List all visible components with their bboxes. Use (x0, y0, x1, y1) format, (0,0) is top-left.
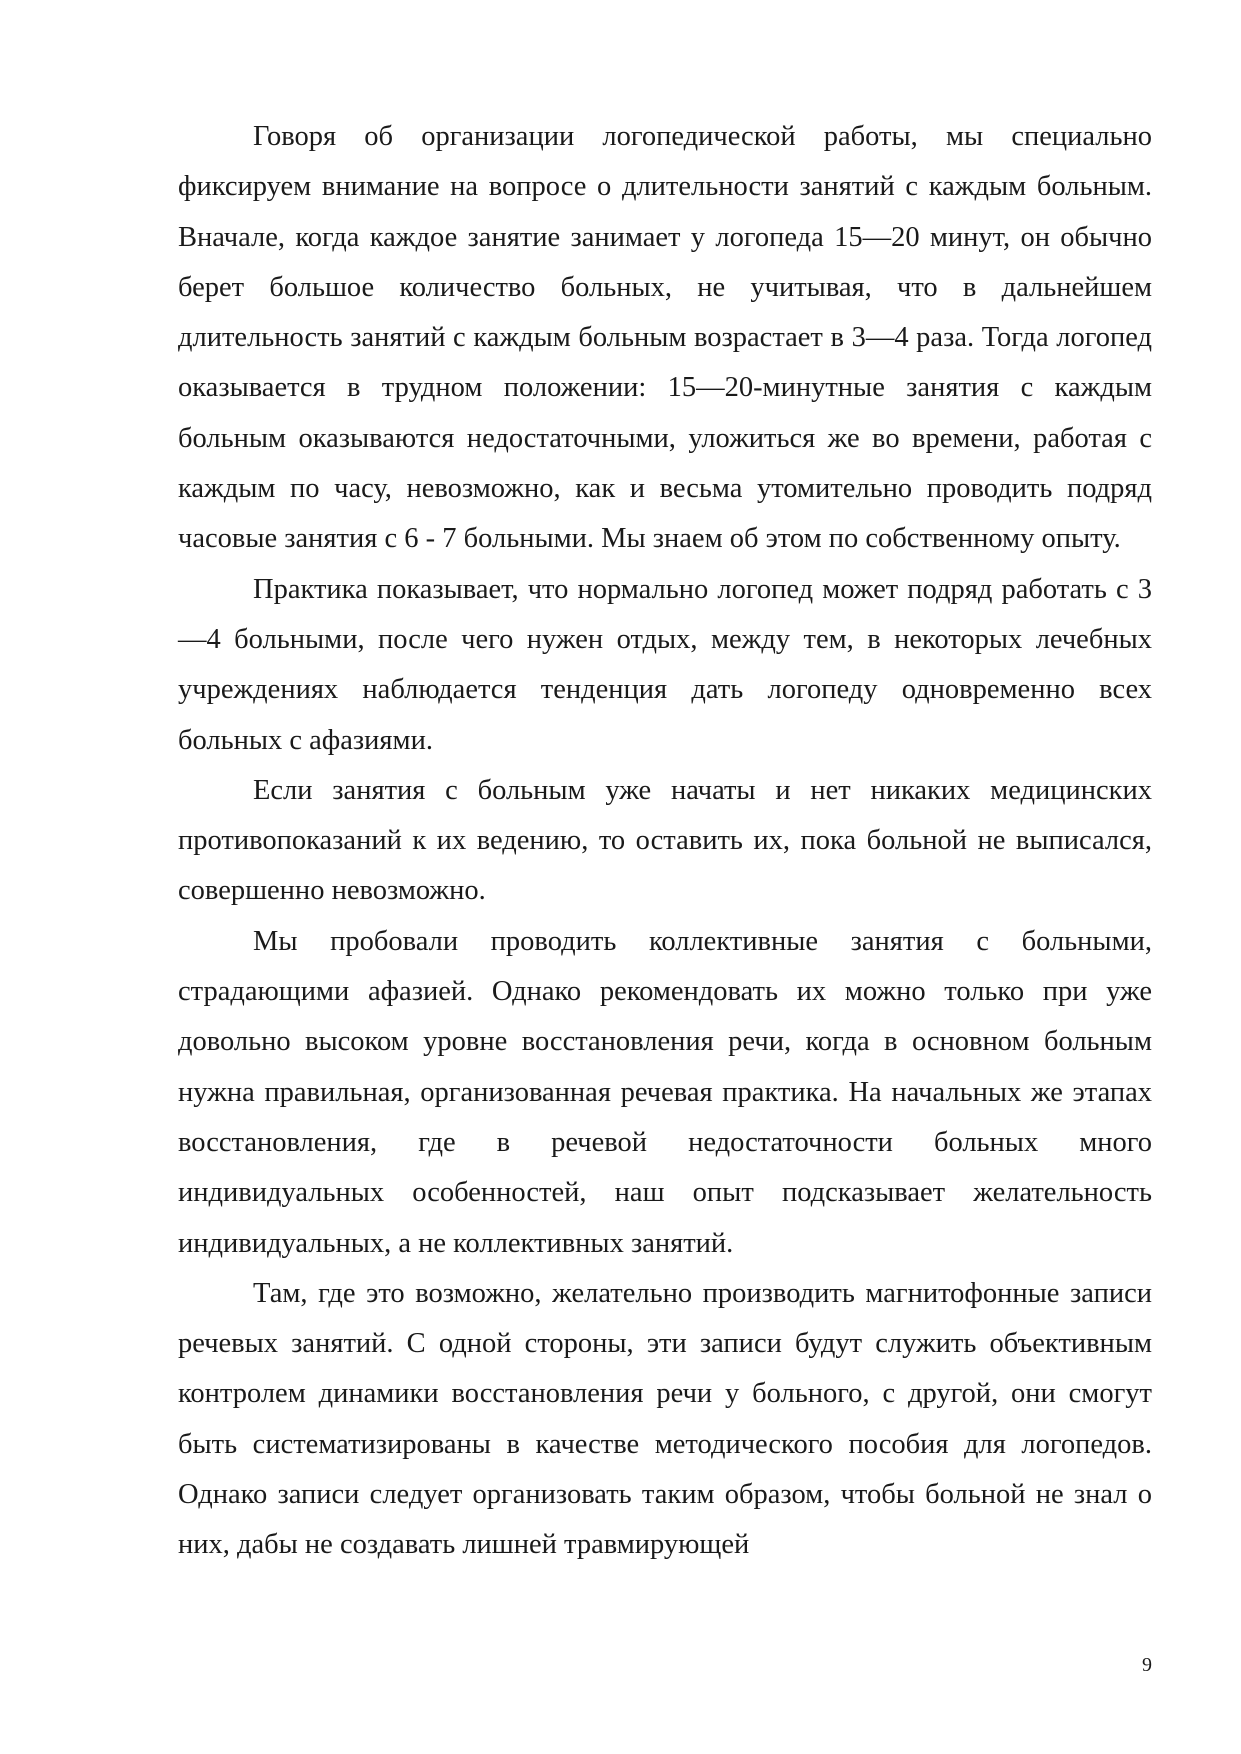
paragraph: Практика показывает, что нормально логопед может подряд работать с 3—4 больными, после чего нужен отдых, между тем, в некоторых лечебных учреждениях наблюдается тенденция дать логопеду одновременно всех больных с афазиями. (178, 573, 1152, 756)
paragraph: Там, где это возможно, желательно производить магнитофонные записи речевых занятий. С одной стороны, эти записи будут служить объективным контролем динамики восстановления речи у больного, с другой, они смогут быть систематизированы в качестве методического пособия для логопедов. Однако записи следует организовать таким образом, чтобы больной не знал о них, дабы не создавать лишней травмирующей (178, 1277, 1152, 1561)
paragraph: Если занятия с больным уже начаты и нет никаких медицинских противопоказаний к их ведению, то оставить их, пока больной не выписался, совершенно невозможно. (178, 774, 1152, 907)
paragraph: Мы пробовали проводить коллективные занятия с больными, страдающими афазией. Однако рекомендовать их можно только при уже довольно высоком уровне восстановления речи, когда в основном больным нужна правильная, организованная речевая практика. На начальных же этапах восстановления, где в речевой недостаточности больных много индивидуальных особенностей, наш опыт подсказывает желательность индивидуальных, а не коллективных занятий. (178, 925, 1152, 1259)
paragraph: Говоря об организации логопедической работы, мы специально фиксируем внимание на вопросе о длительности занятий с каждым больным. Вначале, когда каждое занятие занимает у логопеда 15—20 минут, он обычно берет большое количество больных, не учитывая, что в дальнейшем длительность занятий с каждым больным возрастает в 3—4 раза. Тогда логопед оказывается в трудном положении: 15—20-минутные занятия с каждым больным оказываются недостаточными, уложиться же во времени, работая с каждым по часу, невозможно, как и весьма утомительно проводить подряд часовые занятия с 6 - 7 больными. Мы знаем об этом по собственному опыту. (178, 121, 1152, 555)
page-number: 9 (1142, 1654, 1152, 1676)
body-text (178, 112, 1152, 1571)
